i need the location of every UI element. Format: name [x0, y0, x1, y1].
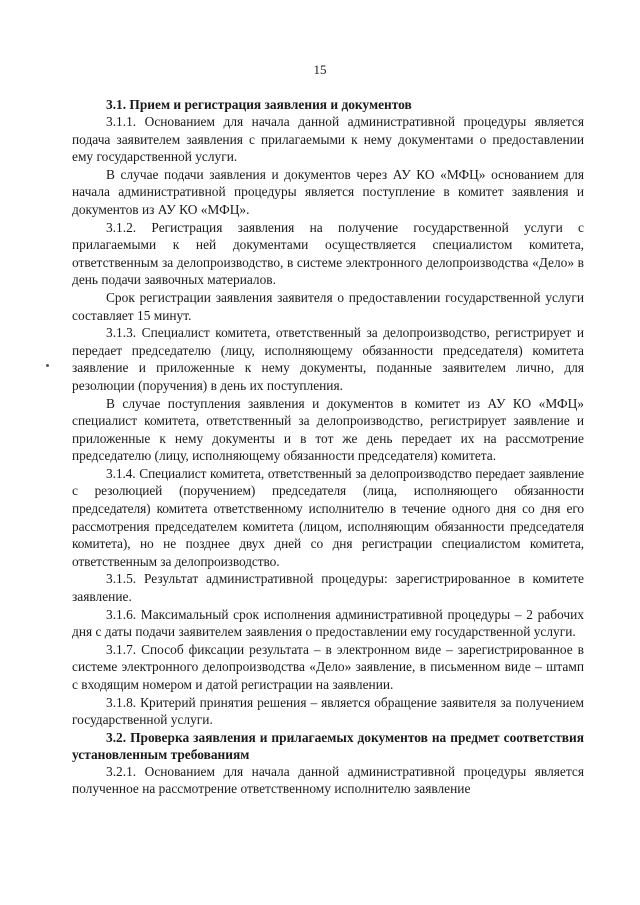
paragraph: 3.1.6. Максимальный срок исполнения административной процедуры – 2 рабочих дня с даты подачи заявителем заявления о предоставлении ему государственной услуги. [72, 606, 584, 640]
paragraph: 3.1.4. Специалист комитета, ответственный за делопроизводство передает заявление с резолюцией (поручением) председателя (лица, исполняющего обязанности председателя) комитета ответственному исполнителю в течение одного дня со дня его рассмотрения председателем комитета (лицом, исполняющим обязанности председателя комитета), но не позднее двух дней со дня регистрации специалистом комитета, ответственным за делопроизводство. [72, 465, 584, 569]
paragraph: 3.1.7. Способ фиксации результата – в электронном виде – зарегистрированное в системе электронного делопроизводства «Дело» заявление, в письменном виде – штамп с входящим номером и датой регистрации на заявлении. [72, 641, 584, 692]
paragraph: 3.1.1. Основанием для начала данной административной процедуры является подача заявителем заявления с прилагаемыми к нему документами о предоставлении ему государственной услуги. [72, 114, 584, 165]
section-heading: 3.1. Прием и регистрация заявления и документов [106, 97, 412, 112]
paragraph: 3.1.8. Критерий принятия решения – является обращение заявителя за получением государственной услуги. [72, 694, 584, 728]
paragraph: Срок регистрации заявления заявителя о предоставлении государственной услуги составляет 15 минут. [72, 289, 584, 323]
section-heading: 3.2. Проверка заявления и прилагаемых документов на предмет соответствия установленным требованиям [72, 729, 584, 762]
paragraph: В случае поступления заявления и документов в комитет из АУ КО «МФЦ» специалист комитета, ответственный за делопроизводство, регистрирует заявление и приложенные к нему документы и в тот же день передает их на рассмотрение председателю (лицу, исполняющему обязанности председателя) комитета. [72, 395, 584, 464]
paragraph: 3.1.5. Результат административной процедуры: зарегистрированное в комитете заявление. [72, 571, 584, 605]
paragraph: В случае подачи заявления и документов через АУ КО «МФЦ» основанием для начала административной процедуры является поступление в комитет заявления и документов из АУ КО «МФЦ». [72, 166, 584, 217]
margin-mark [46, 364, 49, 367]
paragraph: 3.1.3. Специалист комитета, ответственный за делопроизводство, регистрирует и передает председателю (лицу, исполняющему обязанности председателя) комитета заявление и приложенные к нему документы, поданные заявителем лично, для резолюции (поручения) в день их поступления. [72, 325, 584, 393]
paragraph: 3.1.2. Регистрация заявления на получение государственной услуги с прилагаемыми к ней документами осуществляется специалистом комитета, ответственным за делопроизводство, в системе электронного делопроизводства «Дело» в день подачи заявочных материалов. [72, 219, 584, 288]
document-body [72, 96, 584, 798]
paragraph: 3.2.1. Основанием для начала данной административной процедуры является полученное на рассмотрение ответственному исполнителю заявление [72, 763, 584, 797]
page-number: 15 [313, 62, 327, 77]
